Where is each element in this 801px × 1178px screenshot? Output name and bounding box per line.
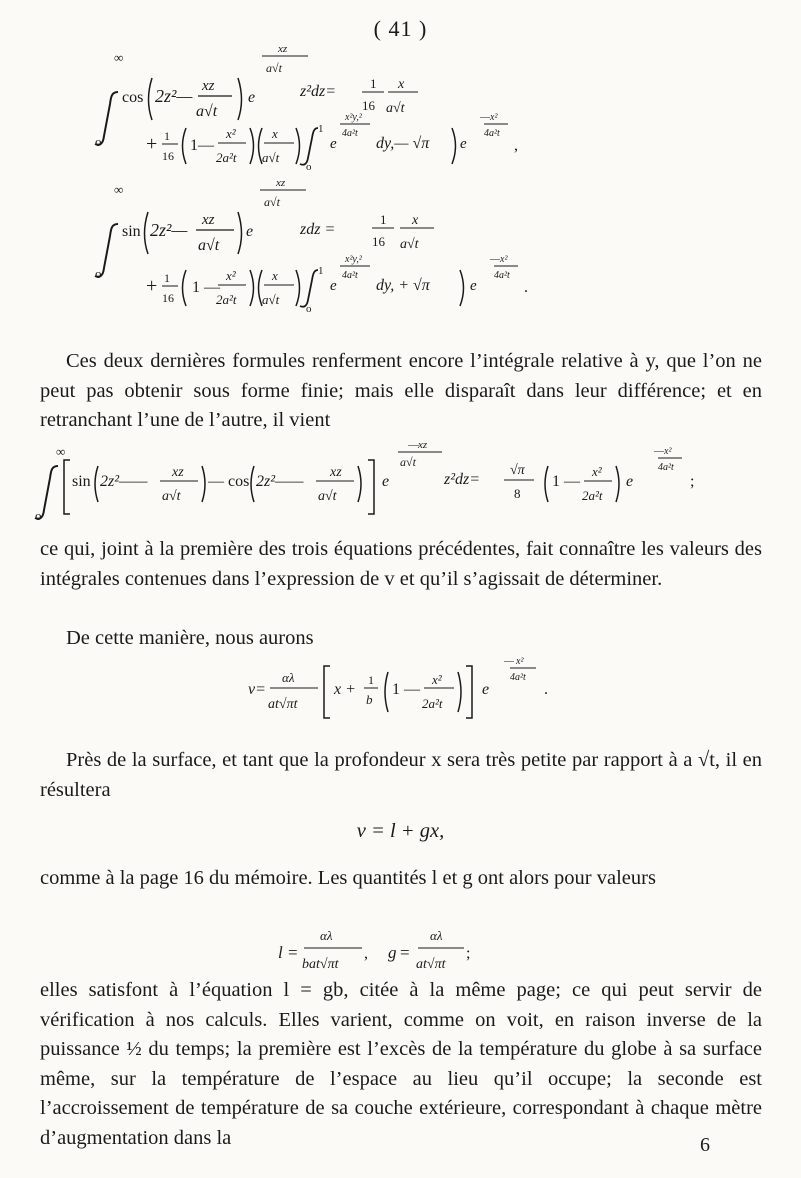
svg-text:+: + (146, 275, 158, 297)
svg-text:2z²—: 2z²— (150, 220, 188, 240)
svg-text:4a²t: 4a²t (494, 270, 510, 281)
svg-text:1 —: 1 — (192, 279, 220, 296)
svg-text:xz: xz (276, 180, 286, 189)
svg-text:2a²t: 2a²t (216, 150, 237, 165)
svg-text:16: 16 (372, 234, 385, 249)
svg-text:at√πt: at√πt (268, 697, 298, 712)
svg-text:dy,— √π: dy,— √π (376, 135, 430, 152)
svg-text:2a²t: 2a²t (216, 292, 237, 307)
svg-text:2z²——: 2z²—— (256, 473, 304, 490)
svg-text:x: x (272, 126, 278, 141)
svg-text:αλ: αλ (282, 670, 295, 685)
svg-text:16: 16 (362, 98, 375, 113)
svg-text:xz: xz (278, 43, 288, 55)
paragraph-3: De cette manière, nous aurons (66, 627, 314, 649)
svg-text:e: e (382, 473, 390, 490)
svg-text:o: o (306, 161, 312, 173)
svg-text:αλ: αλ (430, 928, 443, 943)
svg-text:x²: x² (432, 672, 442, 687)
svg-text:4a²t: 4a²t (510, 672, 526, 683)
svg-text:l: l (278, 943, 283, 962)
svg-text:1 —: 1 — (552, 473, 580, 490)
svg-text:x²: x² (516, 656, 524, 667)
svg-text:x: x (272, 268, 278, 283)
svg-text:1—: 1— (190, 137, 214, 154)
svg-text:1: 1 (164, 129, 170, 143)
svg-text:x²: x² (500, 254, 508, 265)
svg-text:∞: ∞ (114, 182, 124, 197)
svg-text:e: e (460, 136, 467, 152)
equation-cos-integral (0, 40, 801, 180)
paragraph-2: ce qui, joint à la première des trois équations précédentes, fait connaître les valeurs des intégrales contenues dans l’expression de v et qu’il s’agissait de déterminer. (40, 538, 762, 590)
svg-text:4a²t: 4a²t (342, 128, 358, 139)
svg-text:;: ; (466, 945, 471, 962)
svg-text:;: ; (690, 473, 695, 490)
svg-text:x²: x² (592, 464, 602, 479)
svg-text:xz: xz (202, 78, 215, 94)
svg-text:=: = (400, 943, 410, 962)
svg-text:xz: xz (172, 465, 184, 480)
svg-text:at√πt: at√πt (416, 957, 446, 972)
svg-text:xz: xz (202, 212, 215, 228)
svg-text:a√t: a√t (262, 292, 280, 307)
svg-text:sin: sin (122, 223, 141, 240)
svg-text:αλ: αλ (320, 928, 333, 943)
paragraph-1: Ces deux dernières formules renferment encore l’intégrale relative à y, que l’on ne peut pas obtenir sous forme finie; mais elle disparaît dans leur différence; et en retranchant l’une de l’autre, il vient (40, 350, 762, 431)
svg-text:x²: x² (226, 126, 236, 141)
svg-text:e: e (330, 136, 337, 152)
svg-text:1: 1 (368, 673, 374, 687)
svg-text:=: = (288, 943, 298, 962)
svg-text:∞: ∞ (114, 50, 124, 65)
svg-text:16: 16 (162, 149, 174, 163)
svg-text:1: 1 (380, 212, 387, 227)
svg-text:a√t: a√t (318, 489, 337, 504)
svg-text:2z²—: 2z²— (155, 86, 193, 106)
svg-text:—: — (654, 446, 664, 457)
svg-text:z²dz=: z²dz= (300, 83, 337, 100)
svg-text:√π: √π (510, 463, 525, 478)
svg-text:zdz =: zdz = (300, 221, 336, 238)
svg-text:— cos: — cos (208, 473, 250, 490)
svg-text:a√t: a√t (262, 150, 280, 165)
svg-text:xz: xz (330, 465, 342, 480)
svg-text:8: 8 (514, 486, 521, 501)
svg-text:a√t: a√t (400, 237, 419, 252)
svg-text:x²: x² (226, 268, 236, 283)
svg-text:2a²t: 2a²t (582, 488, 603, 503)
svg-text:4a²t: 4a²t (484, 128, 500, 139)
equation-v-surface: v = l + gx, (356, 820, 445, 842)
svg-text:1: 1 (318, 265, 324, 277)
svg-text:x +: x + (334, 681, 356, 698)
svg-text:sin: sin (72, 473, 91, 490)
svg-text:a√t: a√t (196, 103, 218, 120)
svg-text:o: o (35, 508, 42, 523)
svg-text:—: — (504, 656, 514, 667)
svg-text:1: 1 (318, 123, 324, 135)
svg-text:e: e (482, 681, 490, 698)
svg-text:o: o (306, 303, 312, 315)
svg-text:xz: xz (418, 440, 428, 451)
svg-text:x: x (412, 213, 419, 228)
svg-text:—: — (408, 440, 419, 451)
svg-text:,: , (514, 137, 518, 154)
svg-text:1 —: 1 — (392, 681, 420, 698)
svg-text:e: e (246, 223, 254, 240)
svg-text:4a²t: 4a²t (658, 462, 674, 473)
equation-difference (0, 440, 801, 530)
svg-text:x²: x² (664, 446, 672, 457)
svg-text:cos: cos (122, 89, 144, 106)
svg-text:4a²t: 4a²t (342, 270, 358, 281)
svg-text:z²dz=: z²dz= (444, 471, 481, 488)
equation-sin-integral (0, 180, 801, 320)
svg-text:a√t: a√t (386, 101, 405, 116)
svg-text:e: e (248, 89, 256, 106)
svg-text:v=: v= (248, 681, 266, 698)
svg-text:∞: ∞ (56, 444, 66, 459)
svg-text:2z²——: 2z²—— (100, 473, 148, 490)
svg-text:—: — (480, 112, 490, 123)
paragraph-5: comme à la page 16 du mémoire. Les quantités l et g ont alors pour valeurs (40, 867, 656, 889)
svg-text:bat√πt: bat√πt (302, 957, 339, 972)
svg-text:.: . (524, 279, 528, 296)
svg-text:+: + (146, 133, 158, 155)
svg-text:—: — (490, 254, 500, 265)
svg-text:,: , (364, 945, 368, 962)
svg-text:e: e (470, 278, 477, 294)
svg-text:16: 16 (162, 291, 174, 305)
svg-text:x²: x² (490, 112, 498, 123)
svg-text:2a²t: 2a²t (422, 696, 443, 711)
svg-text:a√t: a√t (162, 489, 181, 504)
svg-text:e: e (626, 473, 634, 490)
svg-text:a√t: a√t (266, 61, 282, 75)
svg-text:x²y,²: x²y,² (345, 112, 362, 123)
equation-v-expression (0, 652, 801, 732)
paragraph-4: Près de la surface, et tant que la profondeur x sera très petite par rapport à a √t, il en résultera (40, 749, 762, 801)
svg-text:o: o (95, 266, 102, 281)
svg-text:o: o (95, 134, 102, 149)
svg-text:x²y,²: x²y,² (345, 254, 362, 265)
signature-mark: 6 (700, 1134, 710, 1156)
svg-text:b: b (366, 692, 373, 707)
svg-text:e: e (330, 278, 337, 294)
svg-text:a√t: a√t (198, 237, 220, 254)
svg-text:1: 1 (164, 271, 170, 285)
svg-text:dy, + √π: dy, + √π (376, 277, 430, 294)
svg-text:a√t: a√t (264, 195, 280, 209)
svg-text:a√t: a√t (400, 455, 416, 469)
svg-text:g: g (388, 943, 397, 962)
paragraph-6: elles satisfont à l’équation l = gb, citée à la même page; ce qui peut servir de vérification à nos calculs. Elles varient, comme on voit, en raison inverse de la puissance ½ du temps; la première est l’excès de la température du globe à sa surface même, sur la température de l’espace au lieu qu’il occupe; la seconde est l’accroissement de température de sa couche extérieure, correspondant à chaque mètre d’augmentation dans la (40, 979, 762, 1149)
svg-text:1: 1 (370, 76, 377, 91)
page-number: ( 41 ) (373, 16, 428, 41)
svg-text:.: . (544, 681, 548, 698)
svg-text:x: x (398, 77, 405, 92)
